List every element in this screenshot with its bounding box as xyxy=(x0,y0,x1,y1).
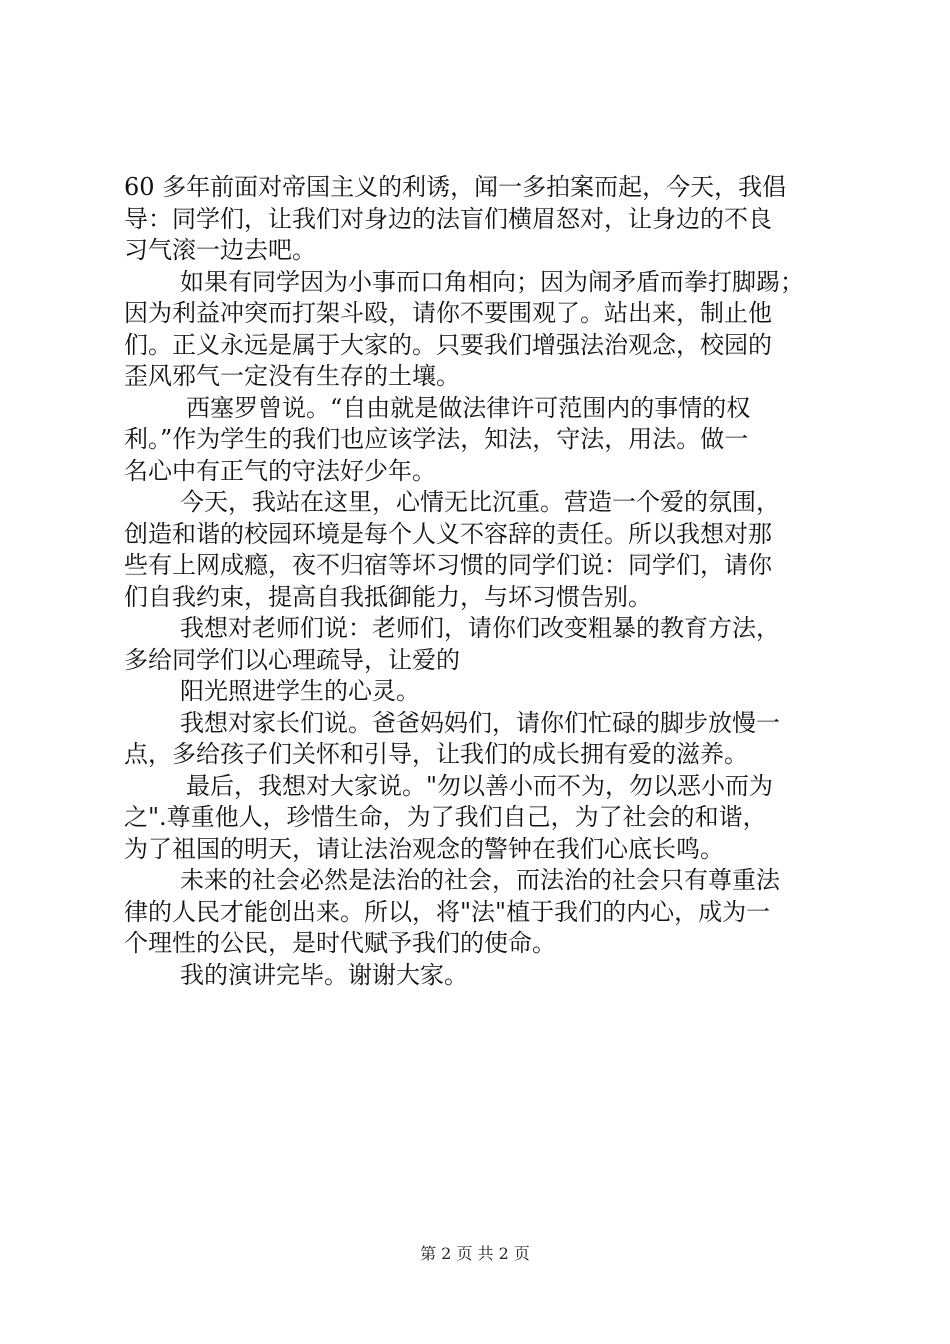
paragraph-start-line: 我想对家长们说。爸爸妈妈们，请你们忙碌的脚步放慢一 xyxy=(180,708,780,737)
text-line: 们自我约束，提高自我抵御能力，与坏习惯告别。 xyxy=(124,582,652,611)
text-line: 利。”作为学生的我们也应该学法，知法，守法，用法。做一 xyxy=(124,425,749,453)
text-line: 个理性的公民，是时代赋予我们的使命。 xyxy=(124,929,556,957)
text-line: 多给同学们以心理疏导，让爱的 xyxy=(124,645,460,674)
paragraph-start-line: 西塞罗曾说。“自由就是做法律许可范围内的事情的权 xyxy=(186,393,751,422)
paragraph-start-line: 今天，我站在这里，心情无比沉重。营造一个爱的氛围， xyxy=(180,488,780,516)
text-line: 歪风邪气一定没有生存的土壤。 xyxy=(124,362,460,390)
paragraph-start-line: 我想对老师们说：老师们，请你们改变粗暴的教育方法， xyxy=(180,614,780,642)
text-line: 点，多给孩子们关怀和引导，让我们的成长拥有爱的滋养。 xyxy=(124,740,748,768)
text-line: 阳光照进学生的心灵。 xyxy=(180,677,420,705)
text-line: 律的人民才能创出来。所以，将"法"植于我们的内心，成为一 xyxy=(124,897,771,926)
text-line: 60 多年前面对帝国主义的利诱，闻一多拍案而起，今天，我倡 xyxy=(124,173,787,201)
text-line: 些有上网成瘾，夜不归宿等坏习惯的同学们说：同学们，请你 xyxy=(124,551,772,579)
text-line: 之".尊重他人，珍惜生命，为了我们自己，为了社会的和谐， xyxy=(124,803,767,831)
paragraph-start-line: 我的演讲完毕。谢谢大家。 xyxy=(180,960,468,989)
text-line: 因为利益冲突而打架斗殴，请你不要围观了。站出来，制止他 xyxy=(124,299,772,327)
text-line: 名心中有正气的守法好少年。 xyxy=(124,456,436,485)
paragraph-start-line: 未来的社会必然是法治的社会，而法治的社会只有尊重法 xyxy=(180,866,780,894)
text-line: 们。正义永远是属于大家的。只要我们增强法治观念，校园的 xyxy=(124,330,772,359)
text-line: 习气滚一边去吧。 xyxy=(124,236,316,264)
text-line: 为了祖国的明天，请让法治观念的警钟在我们心底长鸣。 xyxy=(124,834,724,863)
page-number-footer: 第 2 页 共 2 页 xyxy=(420,1244,530,1263)
text-line: 创造和谐的校园环境是每个人义不容辞的责任。所以我想对那 xyxy=(124,519,772,548)
paragraph-start-line: 最后，我想对大家说。"勿以善小而不为，勿以恶小而为 xyxy=(186,771,774,800)
speech-body xyxy=(124,172,840,991)
text-line: 导：同学们，让我们对身边的法盲们横眉怒对，让身边的不良 xyxy=(124,204,772,233)
paragraph-start-line: 如果有同学因为小事而口角相向；因为闹矛盾而拳打脚踢； xyxy=(180,267,804,296)
